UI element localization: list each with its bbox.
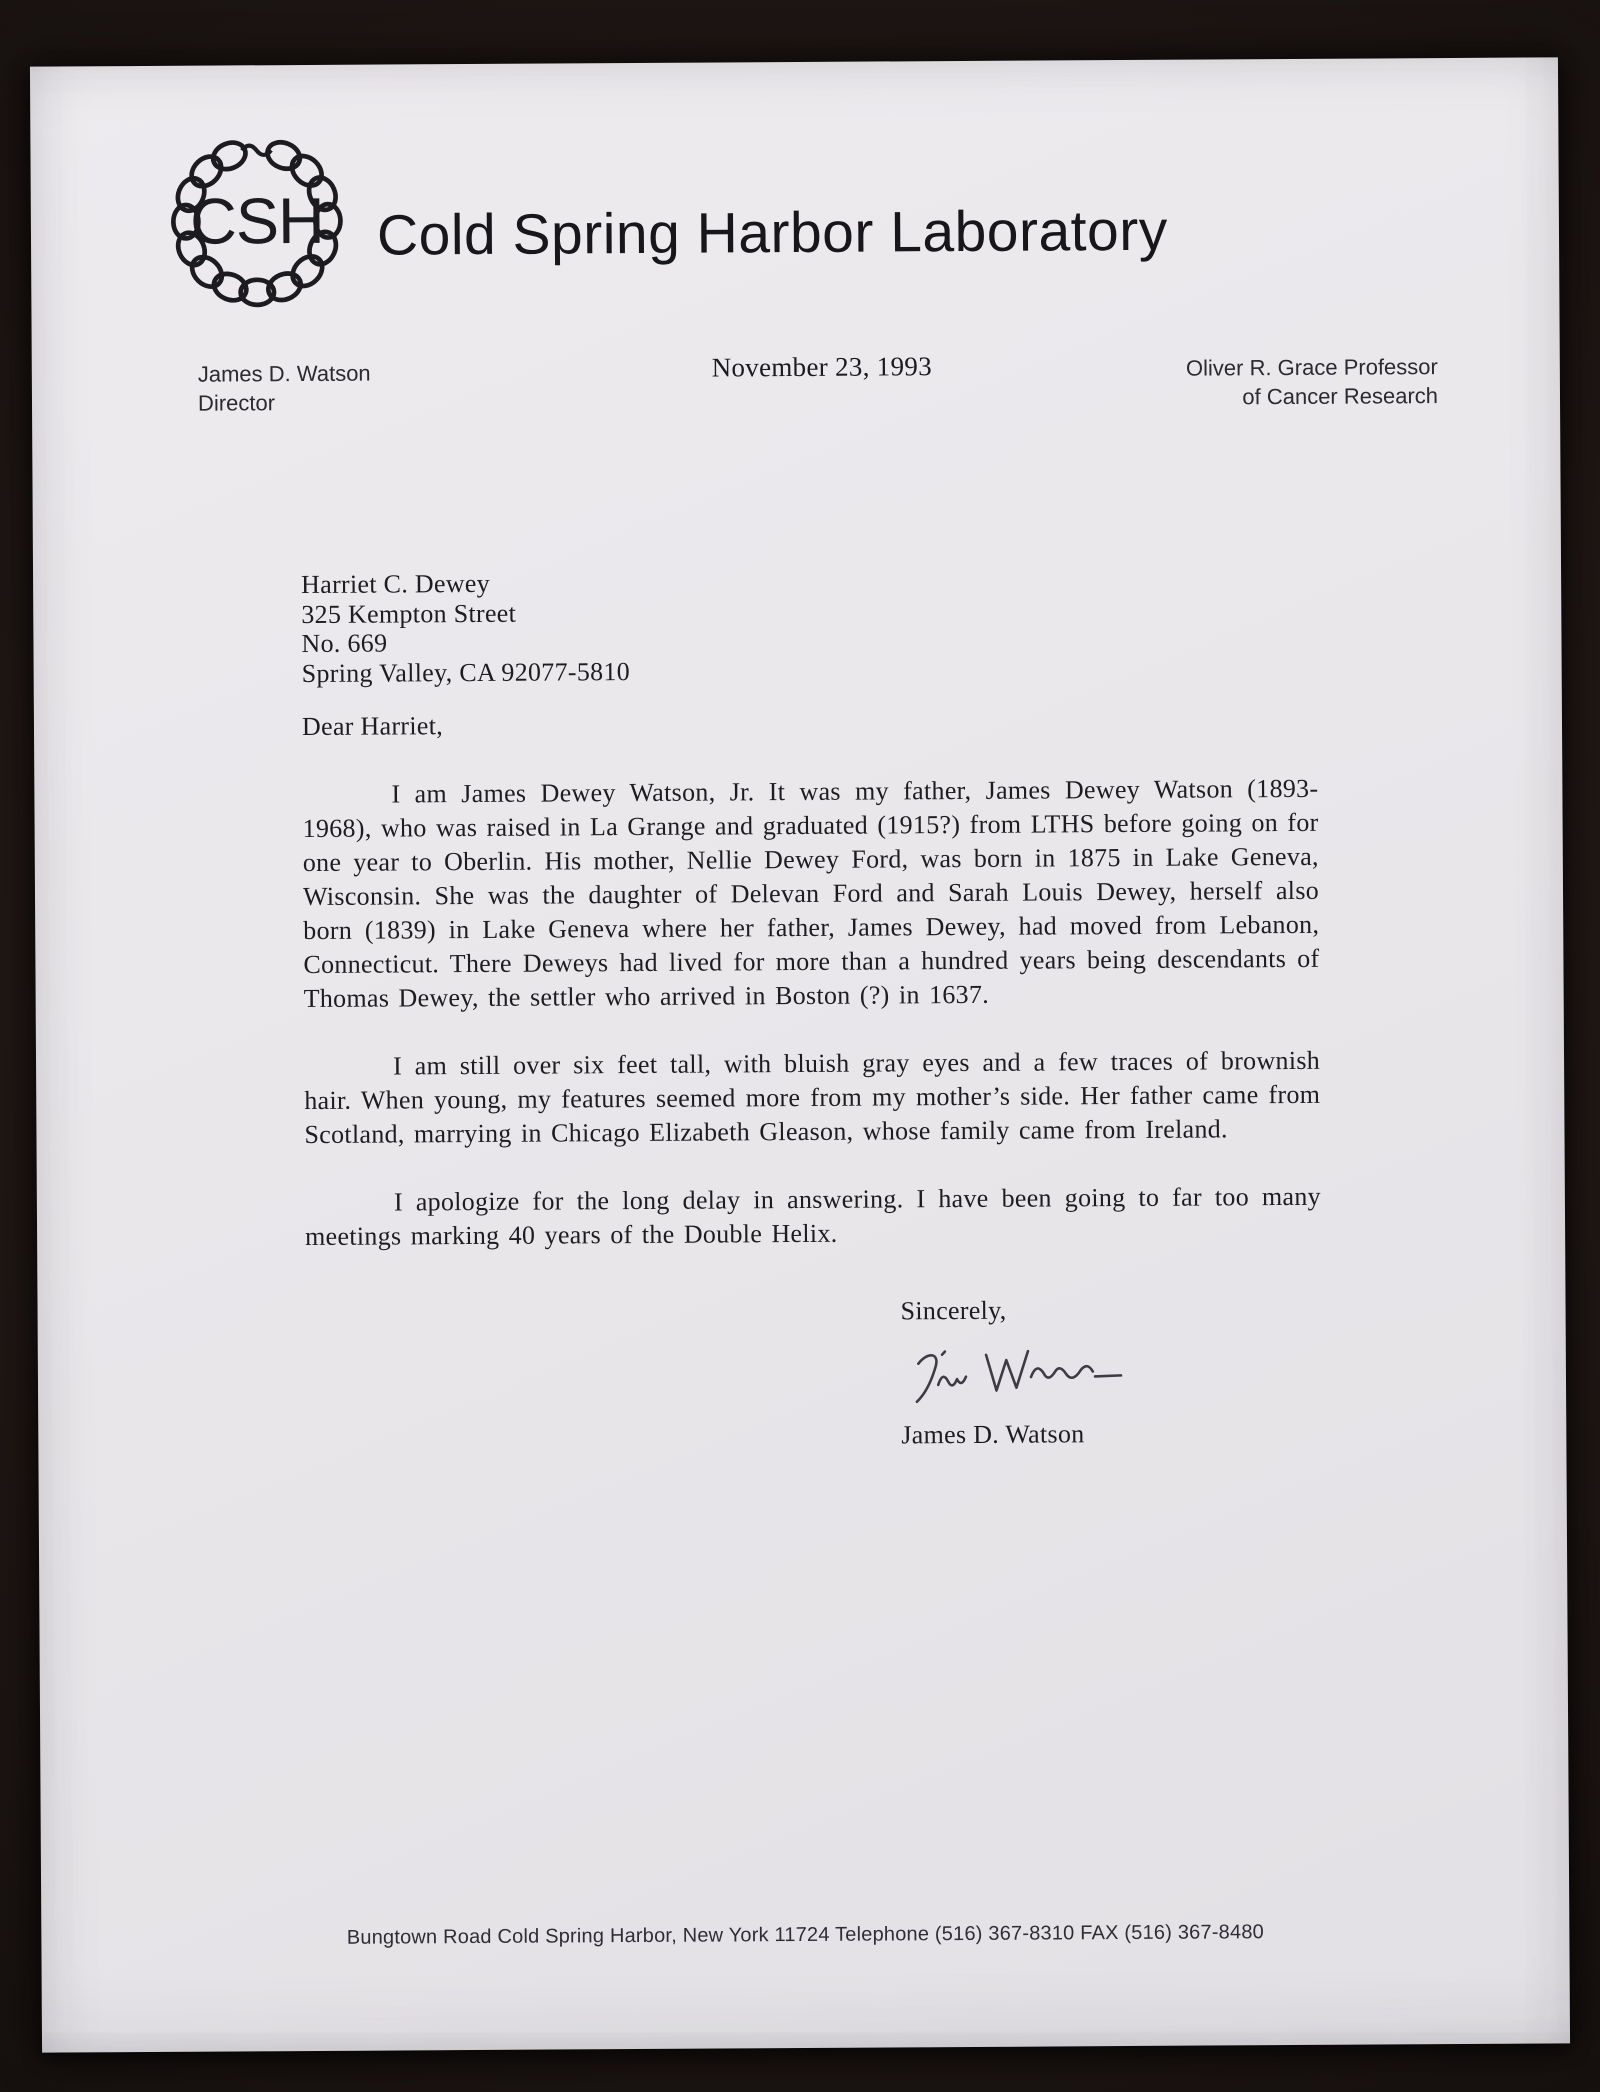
recipient-address (301, 568, 630, 688)
letter-page (30, 57, 1570, 2052)
csh-dna-ring-logo-icon (162, 127, 351, 316)
letter-date: November 23, 1993 (711, 351, 933, 383)
letter-body (302, 704, 1323, 1456)
organization-name: Cold Spring Harbor Laboratory (376, 198, 1168, 268)
recipient-street: 325 Kempton Street (301, 598, 517, 629)
sender-name: James D. Watson (197, 360, 371, 387)
typed-signature-name: James D. Watson (901, 1419, 1085, 1450)
sender-title: Director (197, 390, 276, 416)
paragraph-2: I am still over six feet tall, with bluish gray eyes and a few traces of brownish hair. When young, my features seemed more from my mother’s side. Her father came from Scotland, marrying in Chicago Elizabeth Gleason, whose family came from Ireland. (304, 1045, 1321, 1150)
professor-block (1186, 352, 1438, 412)
logo-text: CSH (189, 183, 324, 258)
professor-line-2: of Cancer Research (1242, 383, 1439, 410)
paragraph-3: I apologize for the long delay in answering. I have been going to far too many meetings marking 40 years of the Double Helix. (305, 1181, 1321, 1252)
letter-content (30, 57, 1570, 2052)
letterhead-footer: Bungtown Road Cold Spring Harbor, New York 11724 Telephone (516) 367-8310 FAX (516) 367-8480 (346, 1921, 1265, 1949)
recipient-city-state-zip: Spring Valley, CA 92077-5810 (301, 656, 631, 688)
recipient-name: Harriet C. Dewey (301, 568, 491, 600)
professor-line-1: Oliver R. Grace Professor (1185, 354, 1438, 381)
recipient-unit: No. 669 (301, 628, 388, 659)
sender-block (198, 359, 371, 418)
salutation: Dear Harriet, (301, 711, 444, 742)
handwritten-signature (889, 1333, 1142, 1421)
closing: Sincerely, (900, 1295, 1007, 1326)
paragraph-1: I am James Dewey Watson, Jr. It was my father, James Dewey Watson (1893-1968), who was raised in La Grange and graduated (1915?) from LTHS before going on for one year to Oberlin. His mother, Nellie Dewey Ford, was born in 1875 in Lake Geneva, Wisconsin. She was the daughter of Delevan Ford and Sarah Louis Dewey, herself also born (1839) in Lake Geneva where her father, James Dewey, had moved from Lebanon, Connecticut. There Deweys had lived for more than a hundred years being descendants of Thomas Dewey, the settler who arrived in Boston (?) in 1637. (302, 773, 1320, 1014)
